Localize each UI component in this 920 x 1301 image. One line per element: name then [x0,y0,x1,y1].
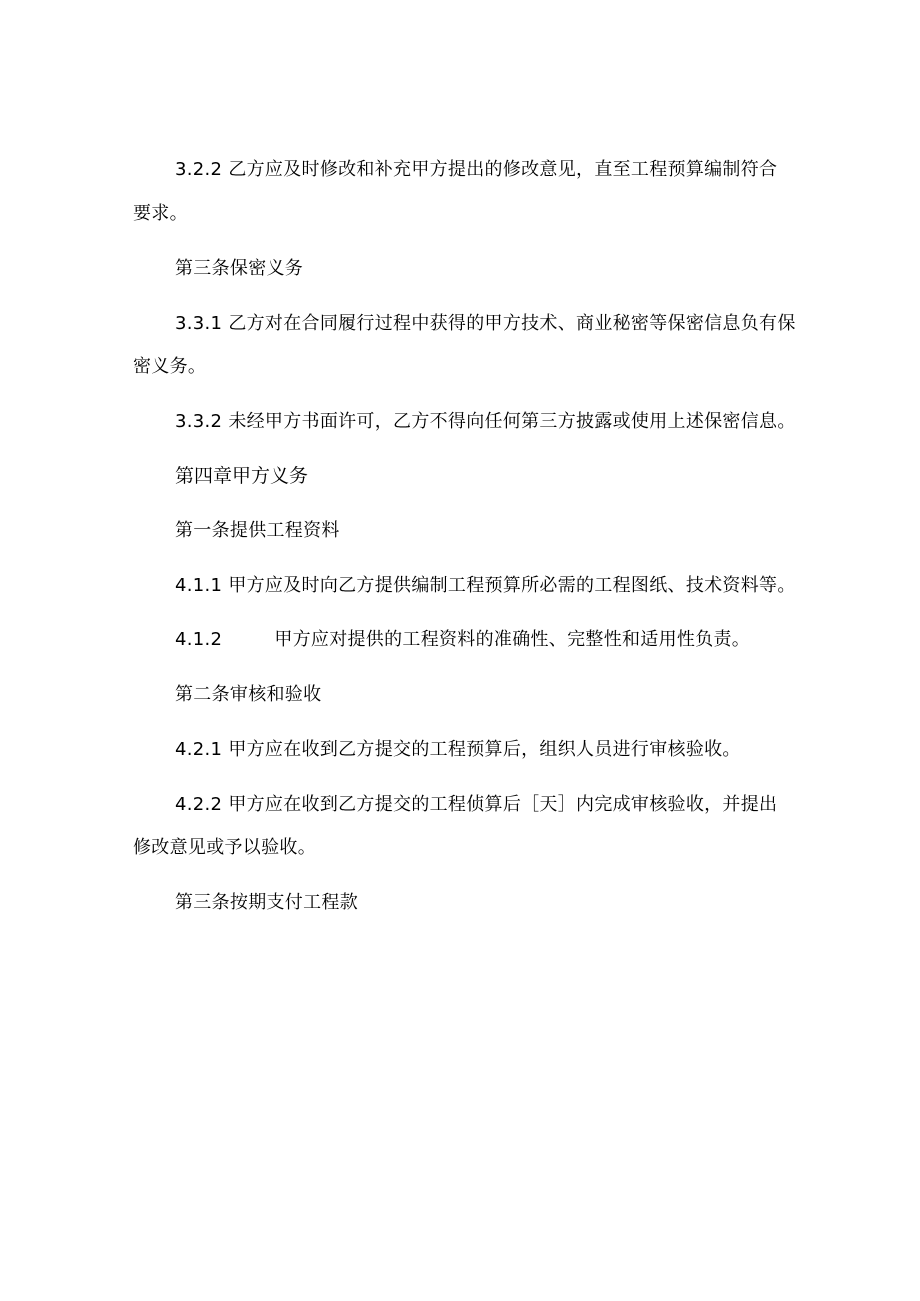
clause-4-2-2-line-2: 修改意见或予以验收。 [133,837,316,858]
clause-3-2-2-line-1: 3.2.2 乙方应及时修改和补充甲方提出的修改意见，直至工程预算编制符合 [175,159,778,180]
clause-3-2-2-line-2: 要求。 [133,203,188,224]
clause-4-2-1: 4.2.1 甲方应在收到乙方提交的工程预算后，组织人员进行审核验收。 [175,739,741,760]
clause-3-3-1-line-2: 密义务。 [133,356,207,377]
article-1-title: 第一条提供工程资料 [175,520,340,541]
clause-4-1-2 [175,628,750,652]
clause-4-1-2-text: 甲方应对提供的工程资料的准确性、完整性和适用性负责。 [274,629,751,650]
clause-4-2-2-line-1: 4.2.2 甲方应在收到乙方提交的工程侦算后［天］内完成审核验收，并提出 [175,794,778,815]
article-3-title: 第三条保密义务 [175,258,304,279]
clause-3-3-1-line-1: 3.3.1 乙方对在合同履行过程中获得的甲方技术、商业秘密等保密信息负有保 [175,313,796,334]
clause-4-1-2-number: 4.1.2 [175,629,223,650]
article-2-title: 第二条审核和验收 [175,684,322,705]
chapter-4-title: 第四章甲方义务 [175,465,309,487]
clause-3-3-2: 3.3.2 未经甲方书面许可，乙方不得向任何第三方披露或使用上述保密信息。 [175,411,796,432]
article-3b-title: 第三条按期支付工程款 [175,892,358,913]
clause-4-1-1: 4.1.1 甲方应及时向乙方提供编制工程预算所必需的工程图纸、技术资料等。 [175,575,796,596]
